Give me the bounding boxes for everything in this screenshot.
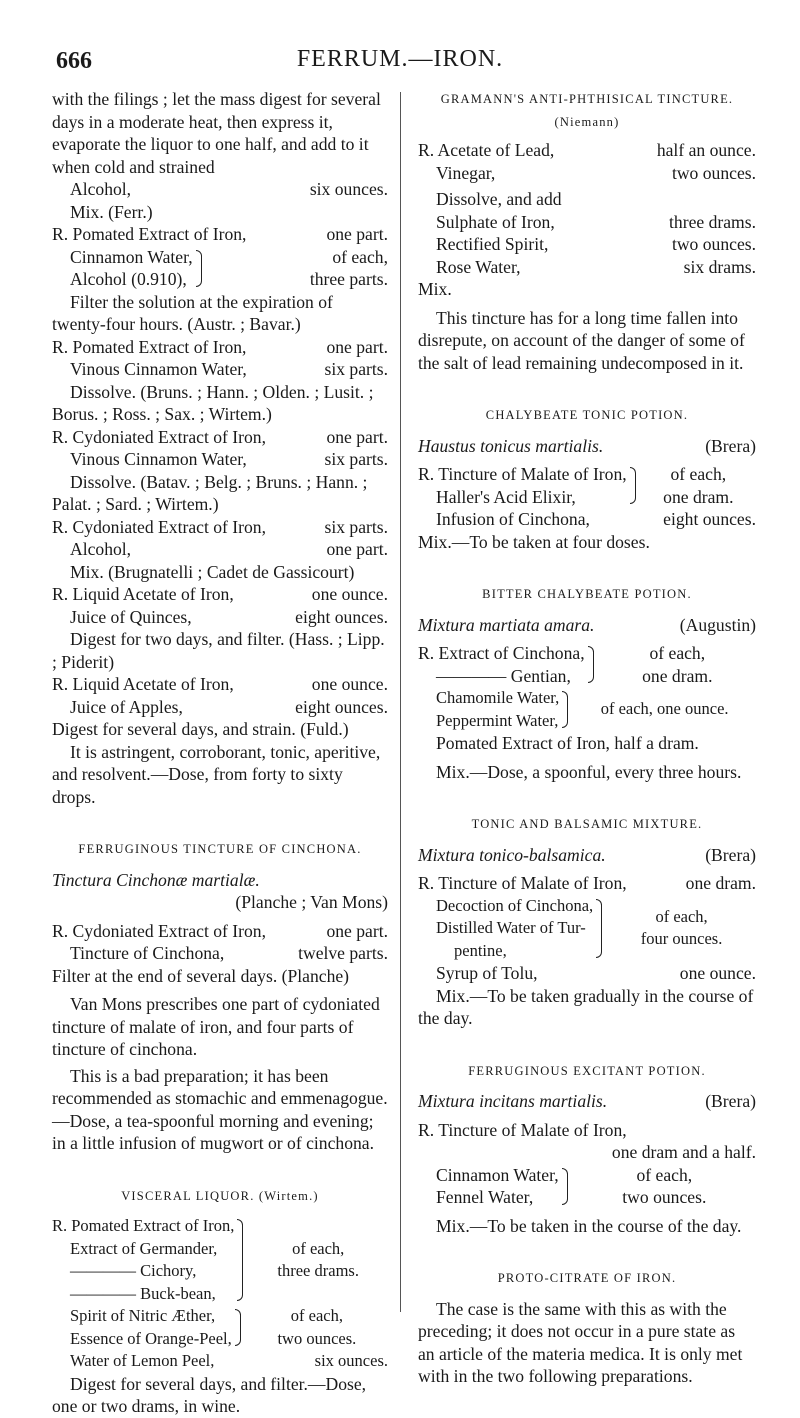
bracket-group: R. Tincture of Malate of Iron, Haller's Acid Elixir, of each, one dram. xyxy=(418,464,734,507)
formula-note: Mix.—To be taken at four doses. xyxy=(418,531,650,552)
formula-note: Digest for several days, and filter.—Dose, one or two drams, in wine. xyxy=(52,1373,367,1416)
brace xyxy=(559,1164,573,1209)
ingredient-row: Juice of Quinces, eight ounces. xyxy=(70,606,388,627)
section-caption: VISCERAL LIQUOR. (Wirtem.) xyxy=(121,1188,319,1203)
ingredient-row: R. Liquid Acetate of Iron, one ounce. xyxy=(52,584,388,604)
intro-paragraph: with the filings ; let the mass digest for several days in a moderate heat, then express it, evaporate the liquor to one half, and add to it when cold and strained xyxy=(52,89,381,177)
section-caption: TONIC AND BALSAMIC MIXTURE. xyxy=(471,817,703,831)
formula-note: Mix.—Dose, a spoonful, every three hours. xyxy=(436,761,742,782)
ingredient-row: R. Cydoniated Extract of Iron, one part. xyxy=(52,426,388,447)
section-caption: PROTO-CITRATE OF IRON. xyxy=(497,1271,677,1285)
ingredient-row: Juice of Apples, eight ounces. xyxy=(70,696,388,717)
ingredient-row: R. Tincture of Malate of Iron, one dram. xyxy=(418,873,756,893)
bracket-group: Chamomile Water, Peppermint Water, of each, one ounce. xyxy=(418,687,756,732)
latin-title-row: Mixtura tonico-balsamica. (Brera) xyxy=(418,844,756,865)
formula-note: Digest for several days, and strain. (Fuld.) xyxy=(52,719,349,739)
ingredient-row: R. Tincture of Malate of Iron, xyxy=(418,1119,627,1140)
brace xyxy=(585,642,599,687)
formula-note: Dissolve. (Bruns. ; Hann. ; Olden. ; Lusit. ; Borus. ; Ross. ; Sax. ; Wirtem.) xyxy=(52,381,374,424)
ingredient-row: R. Cydoniated Extract of Iron, one part. xyxy=(52,920,388,941)
ingredient-row: Infusion of Cinchona, eight ounces. xyxy=(436,509,756,529)
ingredient-row: Alcohol, six ounces. xyxy=(70,179,388,199)
ingredient-row: R. Pomated Extract of Iron, one part. xyxy=(52,336,388,357)
bracket-group: R. Pomated Extract of Iron, Extract of Germander, ———— Cichory, ———— Buck-bean, of each, three drams. xyxy=(52,1215,388,1305)
running-head: FERRUM.—IRON. xyxy=(296,46,504,72)
formula-note: Digest for two days, and filter. (Hass. ; Lipp. ; Piderit) xyxy=(52,629,385,672)
section-caption: FERRUGINOUS TINCTURE OF CINCHONA. xyxy=(78,842,362,856)
formula-note: Mix.—To be taken in the course of the day. xyxy=(436,1215,742,1236)
bracket-group: Cinnamon Water, Fennel Water, of each, two ounces. xyxy=(436,1164,707,1207)
right-column xyxy=(418,88,756,1388)
section-caption: FERRUGINOUS EXCITANT POTION. xyxy=(468,1063,706,1078)
body-paragraph: This tincture has for a long time fallen into disrepute, on account of the danger of some of the salt of lead remaining undecomposed in it. xyxy=(418,307,745,373)
ingredient-row: R. Cydoniated Extract of Iron, six parts. xyxy=(52,516,388,537)
ingredient-quantity: one dram and a half. xyxy=(611,1142,756,1162)
ingredient-row: Pomated Extract of Iron, half a dram. xyxy=(436,733,699,753)
body-paragraph: Van Mons prescribes one part of cydoniated tincture of malate of iron, and four parts of tincture of cinchona. xyxy=(52,994,380,1059)
body-paragraph: This is a bad preparation; it has been recommended as stomachic and emmenagogue.—Dose, a tea-spoonful morning and evening; in a little infusion of mugwort or of cinchona. xyxy=(52,1065,388,1153)
left-column xyxy=(52,88,388,1418)
bracket-group: Cinnamon Water, Alcohol (0.910), of each, three parts. xyxy=(70,246,388,289)
section-caption: CHALYBEATE TONIC POTION. xyxy=(485,408,689,422)
body-paragraph: The case is the same with this as with the preceding; it does not occur in a pure state as an article of the materia medica. It is only met with in the two following preparations. xyxy=(418,1298,743,1386)
formula-note: Mix.—To be taken gradually in the course of the day. xyxy=(418,985,754,1028)
ingredient-row: Vinous Cinnamon Water, six parts. xyxy=(70,359,388,379)
ingredient-row: Sulphate of Iron, three drams. xyxy=(436,211,756,232)
mix-note: Mix. xyxy=(418,279,452,299)
ingredient-row: Vinous Cinnamon Water, six parts. xyxy=(70,449,388,469)
page-number: 666 xyxy=(56,48,92,74)
ingredient-row: Syrup of Tolu, one ounce. xyxy=(436,963,756,983)
brace xyxy=(193,246,207,291)
bracket-group: Decoction of Cinchona, Distilled Water of Tur- pentine, of each, four ounces. xyxy=(418,895,756,963)
brace xyxy=(234,1215,248,1305)
formula-note: Mix. (Brugnatelli ; Cadet de Gassicourt) xyxy=(70,561,355,582)
instruction: Dissolve, and add xyxy=(436,189,562,209)
ingredient-row: R. Acetate of Lead, half an ounce. xyxy=(418,140,756,160)
mix-note: Mix. (Ferr.) xyxy=(70,201,153,222)
brace xyxy=(593,895,607,963)
section-caption: BITTER CHALYBEATE POTION. xyxy=(482,587,692,601)
latin-title-row: Tinctura Cinchonæ martialæ. xyxy=(52,869,260,890)
formula-note: Dissolve. (Batav. ; Belg. ; Bruns. ; Hann. ; Palat. ; Sard. ; Wirtem.) xyxy=(52,471,368,514)
ingredient-row: Vinegar, two ounces. xyxy=(436,162,756,183)
section-caption: GRAMANN'S ANTI-PHTHISICAL TINCTURE. (Niemann) xyxy=(440,92,734,129)
ingredient-row: Tincture of Cinchona, twelve parts. xyxy=(70,943,388,963)
formula-note: Filter the solution at the expiration of twenty-four hours. (Austr. ; Bavar.) xyxy=(52,291,333,334)
ingredient-row: Alcohol, one part. xyxy=(70,539,388,559)
authority: (Planche ; Van Mons) xyxy=(235,892,388,912)
bracket-group: Spirit of Nitric Æther, Essence of Orange-Peel, of each, two ounces. xyxy=(52,1305,388,1350)
brace xyxy=(232,1305,246,1350)
column-divider xyxy=(400,92,401,1312)
latin-title-row: Mixtura martiata amara. (Augustin) xyxy=(418,614,756,635)
bracket-group: R. Extract of Cinchona, ———— Gentian, of each, one dram. xyxy=(418,643,713,686)
ingredient-row: Rose Water, six drams. xyxy=(436,256,756,277)
ingredient-row: R. Liquid Acetate of Iron, one ounce. xyxy=(52,674,388,694)
ingredient-row: Water of Lemon Peel, six ounces. xyxy=(70,1351,388,1370)
ingredient-row: R. Pomated Extract of Iron, one part. xyxy=(52,224,388,244)
usage-paragraph: It is astringent, corroborant, tonic, aperitive, and resolvent.—Dose, from forty to sixty drops. xyxy=(52,741,381,807)
brace xyxy=(627,463,641,508)
ingredient-row: Rectified Spirit, two ounces. xyxy=(436,234,756,254)
latin-title-row: Haustus tonicus martialis. (Brera) xyxy=(418,435,756,456)
brace xyxy=(559,687,573,732)
latin-title-row: Mixtura incitans martialis. (Brera) xyxy=(418,1091,756,1111)
page-header xyxy=(0,36,800,86)
formula-note: Filter at the end of several days. (Planche) xyxy=(52,965,350,986)
